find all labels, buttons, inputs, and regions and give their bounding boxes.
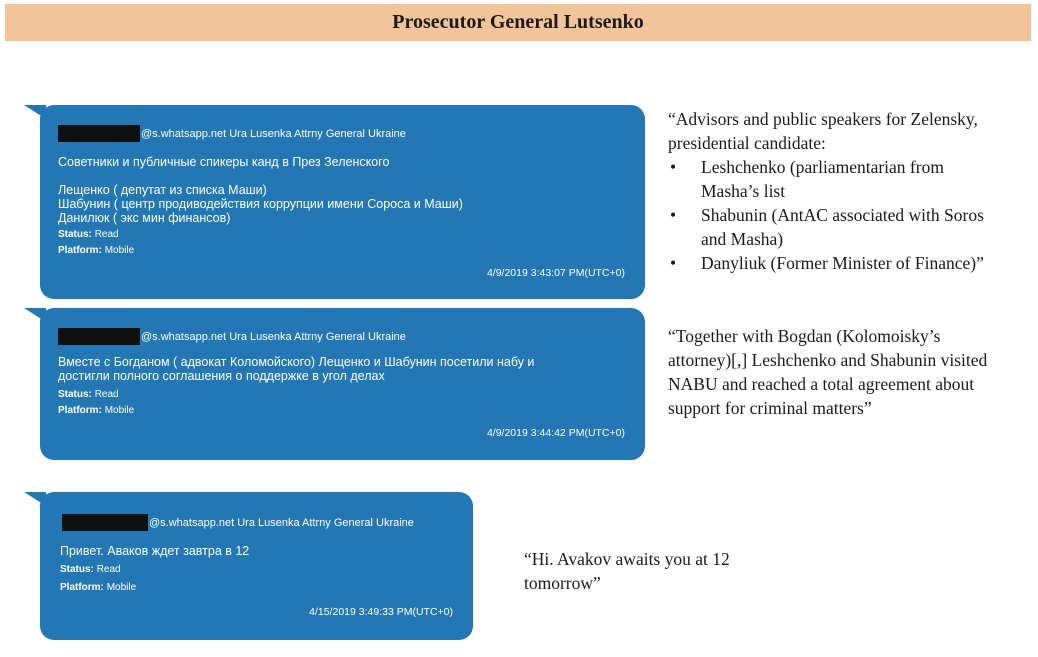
list-item: • Danyliuk (Former Minister of Finance)” [670, 253, 984, 273]
translation-2: “Together with Bogdan (Kolomoisky’s attorney)[,] Leshchenko and Shabunin visited NABU and reached a total agreement about support for criminal matters” [668, 326, 988, 418]
message-header [62, 514, 414, 531]
translation-1 [668, 107, 998, 275]
redacted-phone-number [58, 328, 140, 345]
message-platform: Platform: Mobile [60, 582, 137, 593]
list-item: • Leshchenko (parliamentarian from Masha’s list [670, 157, 944, 201]
translation-intro: “Advisors and public speakers for Zelensky, presidential candidate: [668, 109, 978, 153]
bullet-icon: • [670, 157, 677, 177]
message-timestamp: 4/9/2019 3:43:07 PM(UTC+0) [486, 267, 625, 279]
page-title: Prosecutor General Lutsenko [5, 4, 1031, 41]
bullet-icon: • [670, 253, 677, 273]
redacted-phone-number [58, 125, 140, 142]
message-timestamp: 4/15/2019 3:49:33 PM(UTC+0) [309, 606, 453, 618]
message-status: Status: Read [60, 564, 121, 575]
list-item: • Shabunin (AntAC associated with Soros and Masha) [670, 205, 984, 249]
message-timestamp: 4/9/2019 3:44:42 PM(UTC+0) [486, 427, 625, 439]
message-platform: Platform: Mobile [58, 245, 135, 256]
message-text: Вместе с Богданом ( адвокат Коломойского) Лещенко и Шабунин посетили набу и достигли полного соглашения о поддержке в угол делах [58, 355, 535, 383]
sender-info: @s.whatsapp.net Ura Lusenka Attrny General Ukraine [141, 127, 406, 140]
sender-info: @s.whatsapp.net Ura Lusenka Attrny General Ukraine [149, 516, 414, 529]
message-text: Привет. Аваков ждет завтра в 12 [60, 544, 250, 558]
message-text: Советники и публичные спикеры канд в През Зеленского Лещенко ( депутат из списка Маши) Шабунин ( центр продиводействия коррупции имени Сороса и Маши) Данилюк ( экс мин финансов) [58, 155, 463, 225]
message-status: Status: Read [58, 229, 119, 240]
translation-bullet-list [668, 155, 998, 275]
translation-3: “Hi. Avakov awaits you at 12 tomorrow” [524, 549, 730, 593]
sender-info: @s.whatsapp.net Ura Lusenka Attrny General Ukraine [141, 330, 406, 343]
message-header [58, 328, 406, 345]
message-bubble-3 [40, 492, 473, 640]
bullet-icon: • [670, 205, 677, 225]
message-platform: Platform: Mobile [58, 405, 135, 416]
message-bubble-1 [40, 105, 645, 299]
redacted-phone-number [62, 514, 148, 531]
message-header [58, 125, 406, 142]
message-bubble-2 [40, 308, 645, 460]
message-status: Status: Read [58, 389, 119, 400]
